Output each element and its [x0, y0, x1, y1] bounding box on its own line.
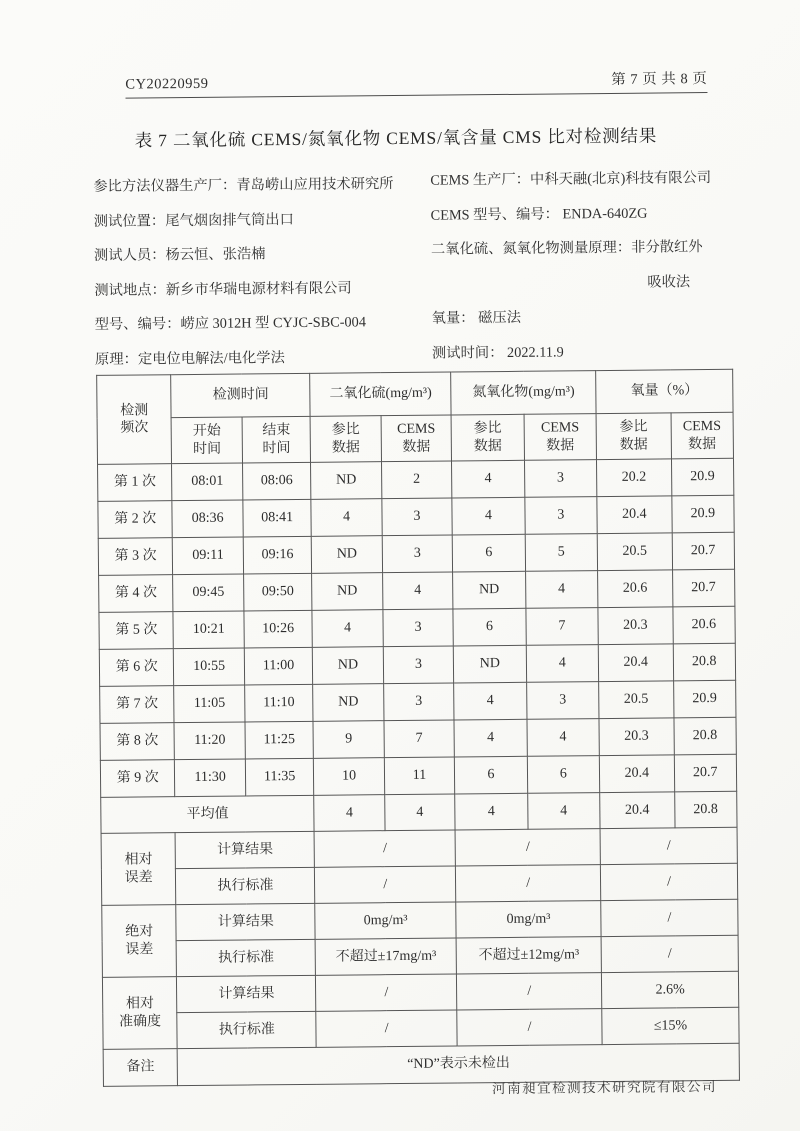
- cell-nox-ref: ND: [453, 571, 526, 609]
- cell-start: 10:21: [173, 611, 244, 649]
- cell-start: 09:45: [173, 574, 244, 612]
- table-row: [98, 532, 734, 575]
- relative-accuracy-std-o2: ≤15%: [602, 1007, 739, 1044]
- calc-result-label: 计算结果: [176, 831, 315, 868]
- average-o2-ref: 20.4: [600, 792, 675, 829]
- note-label: 备注: [103, 1049, 178, 1087]
- cell-nox-cems: 3: [524, 497, 597, 535]
- cell-frequency: 第 3 次: [98, 538, 173, 576]
- cell-o2-ref: 20.5: [599, 681, 674, 719]
- cell-so2-ref: ND: [313, 684, 384, 722]
- relative-error-calc-o2: /: [600, 827, 737, 864]
- table-row: [99, 606, 735, 649]
- relative-accuracy-standard-row: [103, 1007, 739, 1049]
- relative-error-calc-nox: /: [455, 829, 600, 866]
- col-header-end-time: 结束 时间: [242, 416, 311, 463]
- table-row: [98, 495, 734, 538]
- cell-end: 09:16: [243, 536, 312, 574]
- cell-o2-ref: 20.4: [599, 755, 674, 793]
- company-footer: 河南昶宜检测技术研究院有限公司: [491, 1078, 718, 1097]
- cell-so2-cems: 3: [382, 535, 453, 573]
- absolute-error-standard-row: [102, 935, 738, 977]
- table-row: [98, 458, 734, 501]
- cell-so2-ref: 4: [312, 610, 383, 648]
- average-label: 平均值: [101, 795, 315, 833]
- cell-start: 08:36: [172, 500, 243, 538]
- cell-o2-cems: 20.9: [673, 680, 736, 718]
- cell-o2-ref: 20.6: [598, 570, 673, 608]
- cell-so2-cems: 3: [383, 683, 454, 721]
- relative-accuracy-label: 相对 准确度: [102, 977, 177, 1050]
- absolute-error-calc-nox: 0mg/m³: [456, 901, 601, 938]
- cell-o2-cems: 20.9: [671, 495, 734, 533]
- cell-so2-cems: 7: [384, 720, 455, 758]
- cell-so2-ref: ND: [313, 647, 384, 685]
- absolute-error-calc-so2: 0mg/m³: [315, 902, 456, 939]
- metadata-right-column: [430, 161, 742, 372]
- average-so2-cems: 4: [384, 794, 455, 831]
- average-o2-cems: 20.8: [674, 791, 737, 828]
- col-header-nox: 氮氧化物(mg/m³): [451, 371, 596, 415]
- cell-o2-cems: 20.7: [672, 569, 735, 607]
- cell-o2-ref: 20.2: [597, 459, 672, 497]
- meta-principle: 原理：定电位电解法/电化学法: [94, 350, 285, 368]
- meta-cems-manufacturer: CEMS 生产厂：中科天融(北京)科技有限公司: [430, 169, 712, 189]
- page-indicator: 第 7 页 共 8 页: [611, 71, 708, 88]
- cell-nox-ref: 4: [454, 719, 527, 757]
- calc-result-label: 计算结果: [176, 903, 315, 940]
- cell-so2-ref: 10: [314, 758, 385, 796]
- col-header-o2-cems: CEMS 数据: [671, 412, 734, 459]
- absolute-error-label: 绝对 误差: [102, 905, 177, 978]
- cell-end: 11:25: [245, 721, 314, 759]
- col-header-o2: 氧量（%）: [596, 369, 733, 413]
- relative-error-std-o2: /: [600, 863, 737, 900]
- cell-o2-cems: 20.9: [671, 458, 734, 496]
- meta-so2-nox-principle-cont: 吸收法: [647, 273, 691, 291]
- meta-cems-model: CEMS 型号、编号： ENDA-640ZG: [430, 205, 648, 224]
- cell-nox-cems: 3: [524, 460, 597, 498]
- exec-standard-label: 执行标准: [177, 1011, 316, 1048]
- cell-o2-cems: 20.7: [674, 754, 737, 792]
- cell-frequency: 第 8 次: [100, 723, 175, 761]
- cell-o2-ref: 20.4: [598, 644, 673, 682]
- table-row: [100, 754, 736, 797]
- page-header: [125, 67, 707, 99]
- cell-frequency: 第 9 次: [100, 760, 175, 798]
- cell-start: 08:01: [172, 463, 243, 501]
- absolute-error-calc-o2: /: [601, 899, 738, 936]
- cell-frequency: 第 5 次: [99, 612, 174, 650]
- cell-so2-ref: ND: [312, 536, 383, 574]
- exec-standard-label: 执行标准: [177, 939, 316, 976]
- cell-nox-cems: 7: [526, 608, 599, 646]
- col-header-o2-reference: 参比 数据: [596, 413, 671, 460]
- absolute-error-std-so2: 不超过±17mg/m³: [315, 938, 456, 975]
- cell-o2-ref: 20.4: [597, 496, 672, 534]
- cell-frequency: 第 2 次: [98, 501, 173, 539]
- absolute-error-std-nox: 不超过±12mg/m³: [456, 937, 601, 974]
- cell-nox-ref: ND: [453, 645, 526, 683]
- relative-accuracy-std-so2: /: [316, 1010, 457, 1047]
- relative-accuracy-calc-row: [102, 971, 738, 1013]
- relative-accuracy-calc-so2: /: [316, 974, 457, 1011]
- col-header-nox-reference: 参比 数据: [451, 414, 524, 461]
- cell-nox-ref: 6: [453, 608, 526, 646]
- cell-end: 10:26: [244, 610, 313, 648]
- relative-error-label: 相对 误差: [101, 833, 176, 906]
- cell-nox-ref: 4: [452, 497, 525, 535]
- cell-o2-cems: 20.7: [672, 532, 735, 570]
- col-header-test-time: 检测时间: [171, 373, 310, 417]
- cell-nox-cems: 4: [526, 645, 599, 683]
- cell-start: 11:30: [175, 759, 246, 797]
- absolute-error-std-o2: /: [601, 935, 738, 972]
- cell-start: 11:20: [174, 722, 245, 760]
- cell-o2-ref: 20.5: [597, 533, 672, 571]
- cell-so2-ref: ND: [311, 462, 382, 500]
- cell-end: 11:35: [245, 758, 314, 796]
- cell-so2-cems: 11: [384, 757, 455, 795]
- header-row-sub: [97, 412, 733, 464]
- meta-o2-method: 氧量： 磁压法: [431, 310, 522, 328]
- cell-frequency: 第 4 次: [99, 575, 174, 613]
- meta-test-position: 测试位置：尾气烟囱排气筒出口: [93, 211, 294, 230]
- cell-frequency: 第 1 次: [98, 464, 173, 502]
- cell-nox-ref: 6: [452, 534, 525, 572]
- col-header-so2: 二氧化硫(mg/m³): [310, 372, 451, 416]
- col-header-so2-reference: 参比 数据: [310, 416, 381, 463]
- cell-end: 09:50: [243, 573, 312, 611]
- meta-test-site: 测试地点：新乡市华瑞电源材料有限公司: [94, 280, 352, 299]
- col-header-start-time: 开始 时间: [172, 417, 243, 464]
- cell-nox-ref: 6: [455, 756, 528, 794]
- cell-nox-ref: 4: [454, 682, 527, 720]
- cell-so2-ref: 9: [313, 721, 384, 759]
- cell-frequency: 第 6 次: [99, 649, 174, 687]
- cell-so2-cems: 4: [382, 572, 453, 610]
- cell-nox-cems: 6: [527, 756, 600, 794]
- relative-error-standard-row: [101, 863, 737, 905]
- col-header-nox-cems: CEMS 数据: [524, 414, 597, 461]
- cell-end: 08:06: [242, 462, 311, 500]
- table-row: [100, 717, 736, 760]
- cell-frequency: 第 7 次: [100, 686, 175, 724]
- meta-test-date: 测试时间： 2022.11.9: [431, 344, 564, 362]
- cell-so2-cems: 3: [383, 646, 454, 684]
- cell-so2-cems: 3: [382, 498, 453, 536]
- cell-nox-ref: 4: [452, 460, 525, 498]
- relative-error-calc-so2: /: [314, 830, 455, 867]
- cell-end: 08:41: [243, 499, 312, 537]
- relative-accuracy-std-nox: /: [457, 1009, 602, 1046]
- cell-so2-ref: 4: [311, 499, 382, 537]
- relative-error-std-so2: /: [315, 866, 456, 903]
- col-header-so2-cems: CEMS 数据: [381, 415, 452, 462]
- average-so2-ref: 4: [314, 795, 385, 832]
- relative-error-std-nox: /: [456, 865, 601, 902]
- report-number: CY20220959: [125, 75, 209, 93]
- relative-accuracy-calc-o2: 2.6%: [602, 971, 739, 1008]
- meta-model-number: 型号、编号：崂应 3012H 型 CYJC-SBC-004: [94, 314, 367, 334]
- cell-o2-ref: 20.3: [598, 607, 673, 645]
- cell-nox-cems: 4: [527, 719, 600, 757]
- meta-test-personnel: 测试人员：杨云恒、张浩楠: [93, 246, 266, 265]
- cell-so2-cems: 2: [381, 461, 452, 499]
- table-row: [99, 643, 735, 686]
- meta-so2-nox-principle: 二氧化硫、氮氧化物测量原理：非分散红外: [430, 239, 703, 258]
- cell-o2-cems: 20.6: [672, 606, 735, 644]
- cell-end: 11:00: [244, 647, 313, 685]
- cell-start: 11:05: [174, 685, 245, 723]
- cell-nox-cems: 3: [526, 682, 599, 720]
- meta-reference-instrument-manufacturer: 参比方法仪器生产厂：青岛崂山应用技术研究所: [93, 176, 394, 195]
- relative-accuracy-calc-nox: /: [457, 973, 602, 1010]
- table-row: [99, 569, 735, 612]
- cell-start: 10:55: [174, 648, 245, 686]
- note-text: “ND”表示未检出: [178, 1043, 740, 1085]
- cell-so2-ref: ND: [312, 573, 383, 611]
- cell-so2-cems: 3: [383, 609, 454, 647]
- average-row: [101, 791, 737, 833]
- cell-o2-cems: 20.8: [674, 717, 737, 755]
- average-nox-ref: 4: [455, 793, 528, 830]
- comparison-results-table: [96, 369, 740, 1087]
- cell-start: 09:11: [173, 537, 244, 575]
- exec-standard-label: 执行标准: [176, 867, 315, 904]
- average-nox-cems: 4: [527, 793, 600, 830]
- cell-nox-cems: 4: [525, 571, 598, 609]
- header-row-groups: [97, 369, 733, 418]
- col-header-frequency: 检测 频次: [97, 375, 172, 465]
- cell-end: 11:10: [245, 684, 314, 722]
- cell-nox-cems: 5: [525, 534, 598, 572]
- table-title: 表 7 二氧化硫 CEMS/氮氧化物 CEMS/氧含量 CMS 比对检测结果: [134, 125, 658, 151]
- calc-result-label: 计算结果: [177, 975, 316, 1012]
- relative-error-calc-row: [101, 827, 737, 869]
- cell-o2-ref: 20.3: [599, 718, 674, 756]
- metadata-left-column: [93, 167, 440, 378]
- cell-o2-cems: 20.8: [673, 643, 736, 681]
- absolute-error-calc-row: [102, 899, 738, 941]
- table-row: [100, 680, 736, 723]
